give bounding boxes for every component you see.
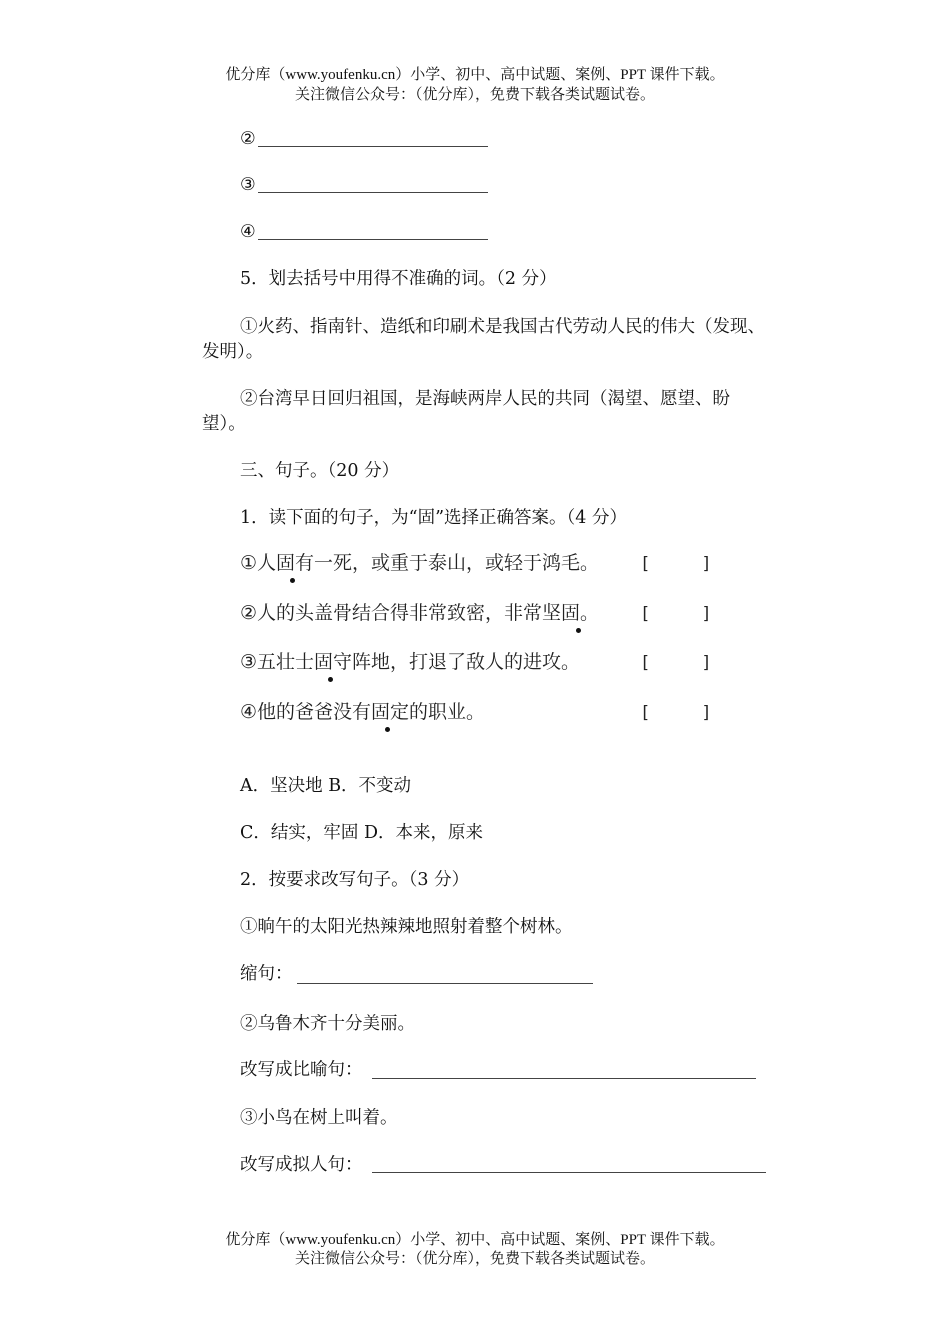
q5-item2-line2: 望）。 xyxy=(202,414,246,434)
q5-item2-line1: ②台湾早日回归祖国，是海峡两岸人民的共同（渴望、愿望、盼 xyxy=(240,389,730,409)
s1-sentence-1: ①人固有一死，或重于泰山，或轻于鸿毛。 xyxy=(240,552,600,574)
s2-title: 2．按要求改写句子。（3 分） xyxy=(240,870,470,890)
q5-title: 5．划去括号中用得不准确的词。（2 分） xyxy=(240,269,557,289)
answer-blank-2[interactable] xyxy=(258,146,488,147)
emphasis-dot-4 xyxy=(385,727,390,732)
emphasis-dot-3 xyxy=(328,677,333,682)
s1-sentence-4: ④他的爸爸没有固定的职业。 xyxy=(240,701,486,723)
s2-item-3: ③小鸟在树上叫着。 xyxy=(240,1108,398,1128)
blank-label-3: ③ xyxy=(240,175,256,195)
answer-bracket-3[interactable]: [ ] xyxy=(640,653,712,673)
footer-line-2: 关注微信公众号：（优分库），免费下载各类试题试卷。 xyxy=(294,1251,655,1267)
answer-bracket-1[interactable]: [ ] xyxy=(640,554,712,574)
header-line-1: 优分库（www.youfenku.cn）小学、初中、高中试题、案例、PPT 课件下载。 xyxy=(225,67,725,83)
s2-item-1: ①晌午的太阳光热辣辣地照射着整个树林。 xyxy=(240,917,573,937)
s1-options-line-2: C．结实，牢固 D．本来，原来 xyxy=(240,823,483,843)
answer-blank-3[interactable] xyxy=(258,192,488,193)
answer-blank-personification[interactable] xyxy=(372,1172,766,1173)
answer-bracket-2[interactable]: [ ] xyxy=(640,604,712,624)
answer-blank-shorten[interactable] xyxy=(297,983,593,984)
s1-sentence-3: ③五壮士固守阵地，打退了敌人的进攻。 xyxy=(240,651,581,673)
emphasis-dot-1 xyxy=(290,578,295,583)
header-line-2: 关注微信公众号：（优分库），免费下载各类试题试卷。 xyxy=(294,87,655,103)
s2-item-2-prompt: 改写成比喻句： xyxy=(240,1060,363,1080)
s2-item-3-prompt: 改写成拟人句： xyxy=(240,1155,363,1175)
q5-item1-line1: ①火药、指南针、造纸和印刷术是我国古代劳动人民的伟大（发现、 xyxy=(240,317,765,337)
s2-item-1-prompt: 缩句： xyxy=(240,964,293,984)
answer-blank-metaphor[interactable] xyxy=(372,1078,756,1079)
answer-bracket-4[interactable]: [ ] xyxy=(640,703,712,723)
s1-options-line-1: A．坚决地 B．不变动 xyxy=(240,776,412,796)
blank-label-2: ② xyxy=(240,129,256,149)
footer-line-1: 优分库（www.youfenku.cn）小学、初中、高中试题、案例、PPT 课件下载。 xyxy=(225,1232,725,1248)
s1-title: 1．读下面的句子，为“固”选择正确答案。（4 分） xyxy=(240,508,627,528)
section-3-title: 三、句子。（20 分） xyxy=(240,461,400,481)
q5-item1-line2: 发明）。 xyxy=(202,342,264,362)
s2-item-2: ②乌鲁木齐十分美丽。 xyxy=(240,1014,415,1034)
answer-blank-4[interactable] xyxy=(258,239,488,240)
emphasis-dot-2 xyxy=(576,628,581,633)
s1-sentence-2: ②人的头盖骨结合得非常致密，非常坚固。 xyxy=(240,602,600,624)
blank-label-4: ④ xyxy=(240,222,256,242)
